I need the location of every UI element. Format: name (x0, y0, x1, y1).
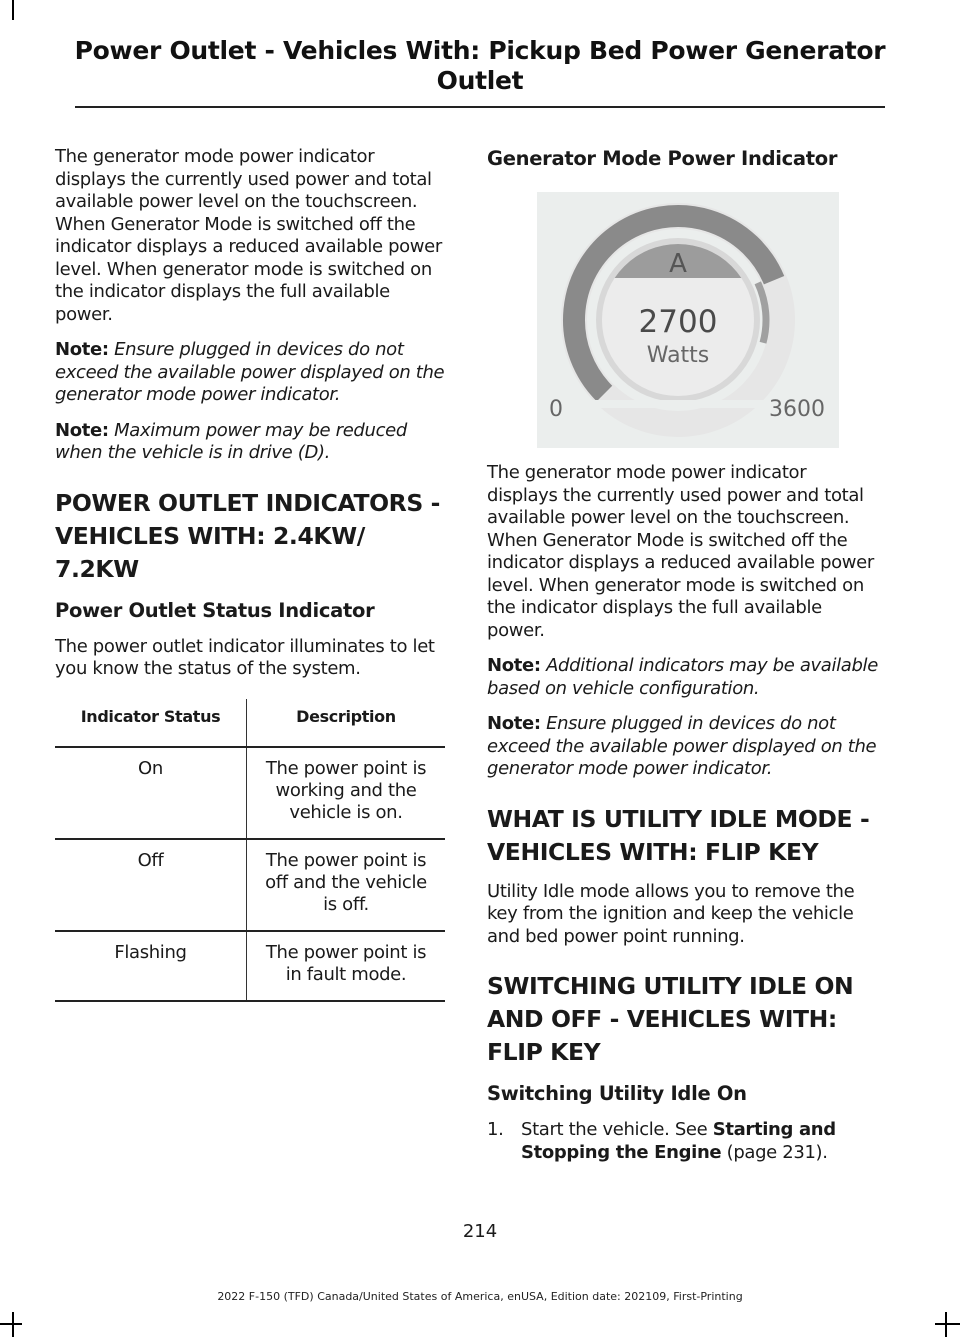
sub-heading-status-indicator: Power Outlet Status Indicator (55, 598, 375, 622)
starting-stopping-engine-link[interactable]: Starting and Stopping the Engine (521, 1119, 836, 1163)
gauge-mode-letter: A (669, 249, 687, 279)
step-text-after: (page 231). (721, 1141, 828, 1163)
note-text: Additional indicators may be available based on vehicle configuration. (487, 655, 878, 699)
section-heading-utility-idle-mode: WHAT IS UTILITY IDLE MODE - VEHICLES WITH: FLIP KEY (487, 804, 870, 866)
step-text-before: Start the vehicle. See (521, 1119, 713, 1140)
right-column (487, 146, 879, 1164)
description-text: The power point is off and the vehicle is off. (265, 849, 427, 915)
description-text: The power point is in fault mode. (265, 941, 427, 985)
note-text: Ensure plugged in devices do not exceed the available power displayed on the generator mode power indicator. (55, 339, 445, 405)
page-header-title: Power Outlet - Vehicles With: Pickup Bed Power Generator Outlet (74, 36, 886, 95)
steps-list (487, 1119, 879, 1164)
table-cell-description (247, 747, 446, 839)
section-heading-switching-utility-idle: SWITCHING UTILITY IDLE ON AND OFF - VEHICLES WITH: FLIP KEY (487, 972, 854, 1066)
sub-heading-generator-mode-power-indicator: Generator Mode Power Indicator (487, 147, 838, 170)
table-row (55, 747, 445, 839)
crop-mark-top-left (12, 0, 14, 20)
table-row (55, 839, 445, 931)
table-cell-status: Off (55, 839, 247, 931)
sub-heading-switching-on: Switching Utility Idle On (487, 1082, 747, 1105)
table-cell-status: Flashing (55, 931, 247, 1001)
table-cell-description (247, 839, 446, 931)
table-cell-status: On (55, 747, 247, 839)
table-header-row (55, 699, 445, 747)
page-number: 214 (462, 1221, 498, 1242)
note-label: Note: (55, 339, 109, 360)
indicator-status-table (55, 699, 445, 1002)
utility-idle-paragraph: Utility Idle mode allows you to remove the key from the ignition and keep the vehicle and bed power point running. (487, 880, 855, 947)
gauge-max-label: 3600 (769, 397, 825, 422)
table-header-indicator-status: Indicator Status (55, 699, 247, 747)
table-header-description: Description (247, 699, 446, 747)
gauge-value: 2700 (638, 304, 718, 340)
note-label: Note: (487, 655, 541, 676)
left-note-2 (55, 420, 447, 465)
table-cell-description (247, 931, 446, 1001)
left-note-1 (55, 339, 447, 407)
right-note-1 (487, 655, 879, 700)
gauge-unit: Watts (646, 343, 710, 368)
crop-mark-bottom-right-h (935, 1323, 960, 1325)
section-heading-power-outlet-indicators: POWER OUTLET INDICATORS - VEHICLES WITH: 2.4KW/ 7.2KW (55, 488, 441, 583)
note-label: Note: (55, 419, 109, 441)
note-text: Ensure plugged in devices do not exceed the available power displayed on the generator mode power indicator. (487, 713, 877, 779)
header-rule (75, 106, 885, 108)
gauge-min-label: 0 (549, 397, 563, 422)
note-label: Note: (487, 713, 541, 734)
note-text: Maximum power may be reduced when the vehicle is in drive (D). (55, 419, 407, 463)
list-item (487, 1119, 879, 1164)
left-intro-paragraph: The generator mode power indicator displays the currently used power and total available power level on the touchscreen. When Generator Mode is switched off the indicator displays a reduced available power level. When generator mode is switched on the indicator displays the full available power. (55, 146, 442, 325)
left-column (55, 146, 447, 1002)
right-intro-paragraph: The generator mode power indicator displays the currently used power and total available power level on the touchscreen. When Generator Mode is switched off the indicator displays a reduced available power level. When generator mode is switched on the indicator displays the full available power. (487, 462, 874, 641)
crop-mark-bottom-left-h (0, 1323, 22, 1325)
generator-power-gauge (537, 192, 839, 448)
status-indicator-paragraph: The power outlet indicator illuminates to let you know the status of the system. (55, 635, 435, 679)
step-number: 1. (487, 1119, 504, 1140)
table-row (55, 931, 445, 1001)
description-text: The power point is working and the vehicle is on. (265, 757, 427, 823)
right-note-2 (487, 713, 879, 781)
footer-edition-text: 2022 F-150 (TFD) Canada/United States of America, enUSA, Edition date: 202109, First-Printing (217, 1290, 743, 1303)
gauge-illustration (537, 192, 839, 448)
